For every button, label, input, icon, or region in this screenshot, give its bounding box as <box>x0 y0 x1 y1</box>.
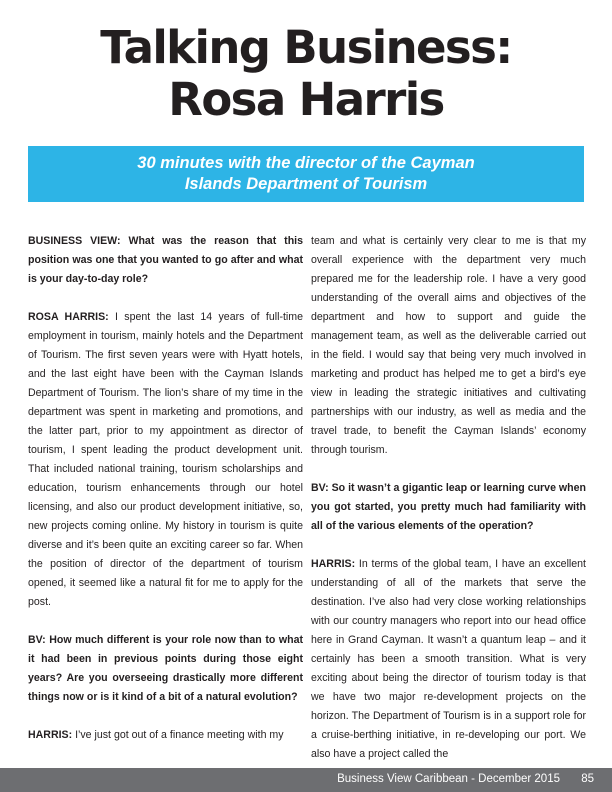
answer-3-speaker: HARRIS: <box>311 558 356 570</box>
question-2: BV: How much different is your role now than to what it had been in previous points during those eight years? Are you overseeing drastically more different things now or is it kind of a bit of a natural evolution? <box>28 634 303 703</box>
answer-1-text: I spent the last 14 years of full-time employment in tourism, mainly hotels and the Department of Tourism. The first seven years were with Hyatt hotels, and the last eight have been with the Cayman Islands Department of Tourism. The lion’s share of my time in the department was spent in marketing and promotions, and the latter part, prior to my appointment as director of tourism, I spent leading the product development unit. That included national training, tourism scholarships and education, tourism enhancements through our hotel licensing, and also our product development initiative, so, new projects coming online. My history in tourism is quite diverse and it’s been quite an exciting career so far. When the position of director of the department of tourism opened, it seemed like a natural fit for me to apply for the post. <box>28 311 303 608</box>
answer-2-speaker: HARRIS: <box>28 729 73 741</box>
publication-name: Business View Caribbean - December 2015 <box>337 773 560 785</box>
answer-2-continued: team and what is certainly very clear to me is that my overall experience with the department very much prepared me for the leadership role. I have a very good understanding of the overall aims and objectives of the department and how to support and guide the management team, as well as the deliverable carried out in the field. I would say that being very much involved in marketing and product has helped me to get a bird’s eye view in leading the strategic initiatives and cultivating partnerships with our industry, as well as media and the travel trade, to benefit the Cayman Islands’ economy through tourism. <box>311 235 586 456</box>
subtitle-line-1: 30 minutes with the director of the Cayman <box>137 154 475 172</box>
page-number: 85 <box>581 773 594 785</box>
right-column <box>311 232 586 783</box>
question-3: BV: So it wasn’t a gigantic leap or learning curve when you got started, you pretty much had familiarity with all of the various elements of the operation? <box>311 482 586 532</box>
answer-1 <box>28 308 303 612</box>
title-line-2: Rosa Harris <box>168 73 444 126</box>
subtitle-banner <box>28 146 584 202</box>
question-1: BUSINESS VIEW: What was the reason that this position was one that you wanted to go after and what is your day-to-day role? <box>28 235 303 285</box>
title-line-1: Talking Business: <box>100 21 512 74</box>
answer-3 <box>311 555 586 764</box>
article-title <box>0 22 612 126</box>
answer-2-start <box>28 726 303 745</box>
answer-2-text: I’ve just got out of a finance meeting with my <box>72 729 284 741</box>
subtitle-line-2: Islands Department of Tourism <box>184 175 428 193</box>
answer-3-text: In terms of the global team, I have an excellent understanding of all of the markets that serve the destination. I’ve also had very close working relationships with our country managers who report into our head office here in Grand Cayman. It wasn’t a quantum leap – and it certainly has been a smooth transition. What is very exciting about being the director of tourism today is that we have two major re-development projects on the horizon. The Department of Tourism is in a support role for a cruise-berthing initiative, in re-developing our port. We also have a project called the <box>311 558 586 760</box>
answer-1-speaker: ROSA HARRIS: <box>28 311 109 323</box>
left-column <box>28 232 303 764</box>
page-footer <box>0 768 612 792</box>
